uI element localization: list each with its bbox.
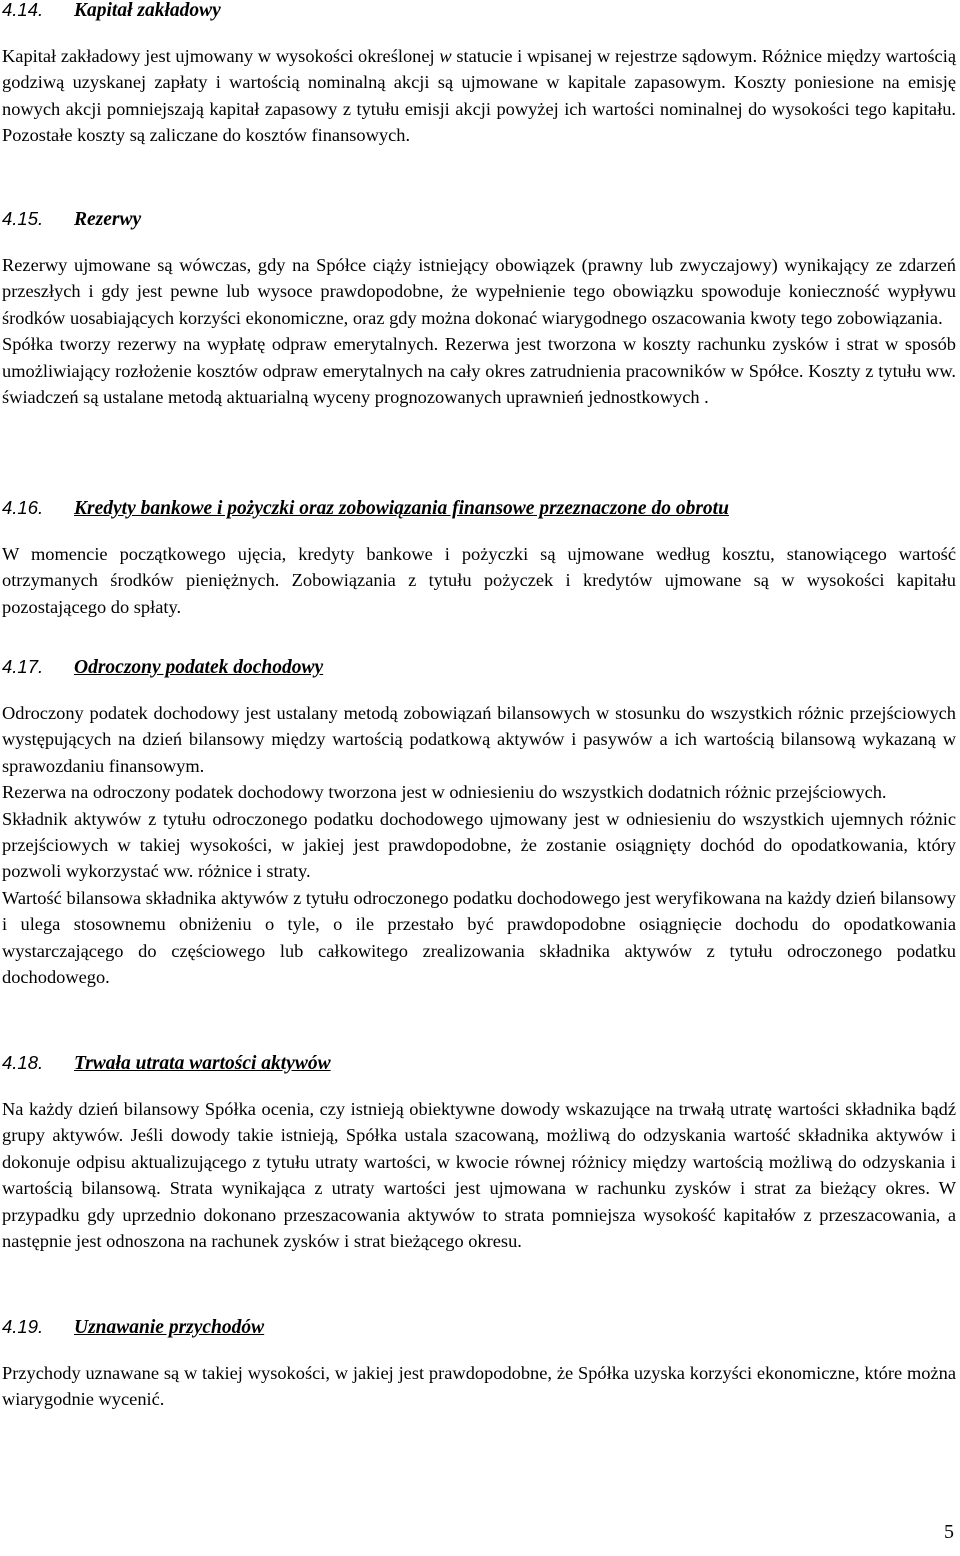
- section-4-19: [2, 1314, 956, 1413]
- section-number: 4.14.: [2, 0, 44, 20]
- paragraph: Składnik aktywów z tytułu odroczonego podatku dochodowego ujmowany jest w odniesieniu do wszystkich ujemnych różnic przejściowych w takiej wysokości, w jakiej jest prawdopodobne, że zostanie osiągnięty dochód do opodatkowania, który pozwoli wykorzystać ww. różnice i straty.: [2, 808, 956, 882]
- paragraph: Rezerwy ujmowane są wówczas, gdy na Spółce ciąży istniejący obowiązek (prawny lub zwyczajowy) wynikający ze zdarzeń przeszłych i gdy jest pewne lub wysoce prawdopodobne, że wypełnienie tego obowiązku spowoduje konieczność wypływu środków uosabiających korzyści ekonomiczne, oraz gdy można dokonać wiarygodnego oszacowania kwoty tego zobowiązania.: [2, 255, 956, 328]
- section-4-14: [2, 0, 956, 149]
- section-heading: [2, 1050, 956, 1076]
- section-heading: [2, 1314, 956, 1340]
- paragraph: Odroczony podatek dochodowy jest ustalany metodą zobowiązań bilansowych w stosunku do wszystkich różnic przejściowych występujących na dzień bilansowy między wartością podatkową aktywów i pasywów a ich wartością bilansową wykazaną w sprawozdaniu finansowym.: [2, 703, 956, 776]
- section-title: Uznawanie przychodów: [74, 1317, 265, 1338]
- section-4-18: [2, 1050, 956, 1254]
- section-title: Kapitał zakładowy: [74, 0, 221, 21]
- italic-word: w: [439, 46, 452, 66]
- section-heading: [2, 0, 956, 23]
- section-number: 4.15.: [2, 208, 44, 229]
- section-number: 4.18.: [2, 1052, 44, 1073]
- section-title: Odroczony podatek dochodowy: [74, 657, 324, 678]
- section-number: 4.17.: [2, 656, 44, 677]
- section-heading: [2, 654, 956, 680]
- section-4-17: [2, 654, 956, 990]
- page-number: 5: [944, 1521, 954, 1543]
- paragraph: W momencie początkowego ujęcia, kredyty bankowe i pożyczki są ujmowane według kosztu, stanowiącego wartość otrzymanych środków pieniężnych. Zobowiązania z tytułu pożyczek i kredytów ujmowane są w wysokości kapitału pozostającego do spłaty.: [2, 544, 956, 617]
- paragraph: [2, 43, 956, 149]
- paragraph-text: Kapitał zakładowy jest ujmowany w wysokości określonej: [2, 46, 440, 66]
- section-heading: [2, 495, 956, 521]
- section-4-16: [2, 495, 956, 620]
- paragraph: Spółka tworzy rezerwy na wypłatę odpraw emerytalnych. Rezerwa jest tworzona w koszty rachunku zysków i strat w sposób umożliwiający rozłożenie kosztów odpraw emerytalnych na cały okres zatrudnienia pracowników w Spółce. Koszty z tytułu ww. świadczeń są ustalane metodą aktuarialną wyceny prognozowanych uprawnień jednostkowych .: [2, 334, 956, 408]
- section-title: Kredyty bankowe i pożyczki oraz zobowiązania finansowe przeznaczone do obrotu: [74, 498, 729, 519]
- paragraph-text: Koszty poniesione na emisję nowych akcji pomniejszają kapitał zapasowy z tytułu emisji akcji powyżej ich wartości nominalnej do wysokości tego kapitału. Pozostałe koszty są zaliczane do kosztów finansowych.: [2, 72, 956, 146]
- paragraph: Na każdy dzień bilansowy Spółka ocenia, czy istnieją obiektywne dowody wskazujące na trwałą utratę wartości składnika bądź grupy aktywów. Jeśli dowody takie istnieją, Spółka ustala szacowaną, możliwą do odzyskania wartość składnika aktywów i dokonuje odpisu aktualizującego z tytułu utraty wartości, w kwocie równej różnicy między wartością możliwą do odzyskania i wartością bilansową. Strata wynikająca z utraty wartości jest ujmowana w rachunku zysków i strat za bieżący okres. W przypadku gdy uprzednio dokonano przeszacowania aktywów to strata pomniejsza wysokość kapitałów z przeszacowania, a następnie jest odnoszona na rachunek zysków i strat bieżącego okresu.: [2, 1099, 956, 1252]
- section-heading: [2, 206, 956, 232]
- section-title: Trwała utrata wartości aktywów: [74, 1053, 331, 1074]
- section-title: Rezerwy: [74, 209, 142, 230]
- section-number: 4.16.: [2, 497, 44, 518]
- paragraph: Wartość bilansowa składnika aktywów z tytułu odroczonego podatku dochodowego jest weryfikowana na każdy dzień bilansowy i ulega stosownemu obniżeniu o tyle, o ile przestało być prawdopodobne osiągnięcie dochodu do opodatkowania wystarczającego do częściowego lub całkowitego zrealizowania składnika aktywów z tytułu odroczonego podatku dochodowego.: [2, 887, 956, 988]
- paragraph: Rezerwa na odroczony podatek dochodowy tworzona jest w odniesieniu do wszystkich dodatnich różnic przejściowych.: [2, 782, 887, 803]
- section-number: 4.19.: [2, 1316, 44, 1337]
- paragraph-text: statucie i wpisanej w rejestrze sądowym. Różnice między wartością godziwą uzyskanej zapłaty i wartością nominalną akcji są ujmowane w kapitale zapasowym.: [2, 46, 956, 93]
- section-4-15: [2, 206, 956, 410]
- paragraph: Przychody uznawane są w takiej wysokości, w jakiej jest prawdopodobne, że Spółka uzyska korzyści ekonomiczne, które można wiarygodnie wycenić.: [2, 1363, 956, 1410]
